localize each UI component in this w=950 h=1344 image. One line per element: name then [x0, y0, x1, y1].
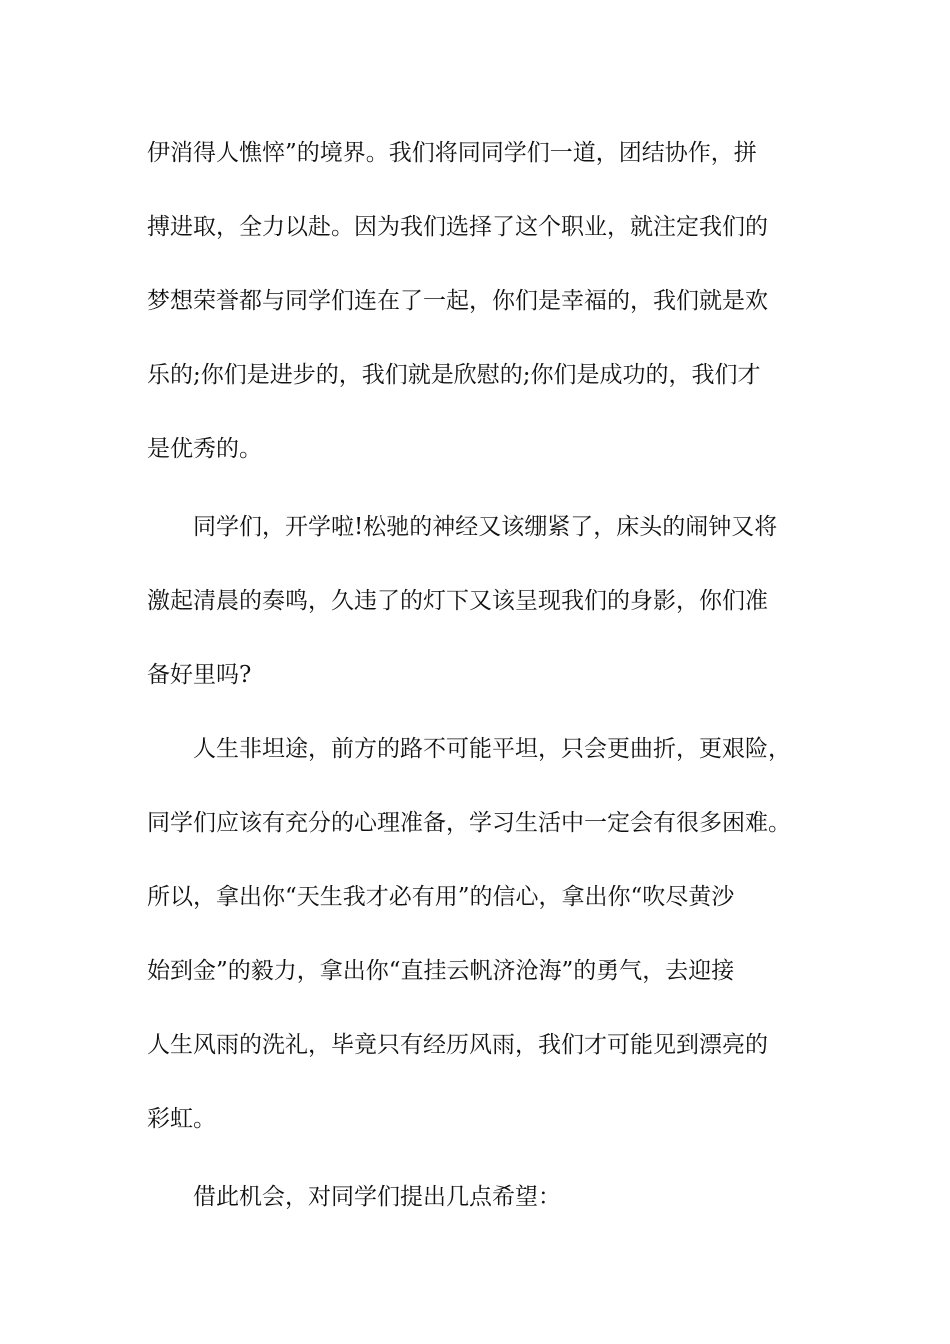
text-line: 梦想荣誉都与同学们连在了一起，你们是幸福的，我们就是欢: [147, 288, 768, 314]
text-line: 备好里吗?: [147, 662, 252, 688]
text-line: 伊消得人憔悴”的境界。我们将同同学们一道，团结协作，拼: [147, 140, 757, 166]
text-line: 人生风雨的洗礼，毕竟只有经历风雨，我们才可能见到漂亮的: [147, 1032, 768, 1058]
text-line: 同学们，开学啦!松驰的神经又该绷紧了，床头的闹钟又将: [193, 514, 778, 540]
text-line: 人生非坦途，前方的路不可能平坦，只会更曲折，更艰险，: [193, 736, 791, 762]
text-line: 同学们应该有充分的心理准备，学习生活中一定会有很多困难。: [147, 810, 791, 836]
text-line: 始到金”的毅力，拿出你“直挂云帆济沧海”的勇气，去迎接: [147, 958, 735, 984]
text-line: 乐的;你们是进步的，我们就是欣慰的;你们是成功的，我们才: [147, 362, 761, 388]
text-line: 是优秀的。: [147, 436, 262, 462]
text-line: 搏进取，全力以赴。因为我们选择了这个职业，就注定我们的: [147, 214, 768, 240]
text-line: 借此机会，对同学们提出几点希望：: [193, 1184, 561, 1210]
text-line: 所以，拿出你“天生我才必有用”的信心，拿出你“吹尽黄沙: [147, 884, 735, 910]
text-line: 彩虹。: [147, 1106, 216, 1132]
text-line: 激起清晨的奏鸣，久违了的灯下又该呈现我们的身影，你们准: [147, 588, 768, 614]
